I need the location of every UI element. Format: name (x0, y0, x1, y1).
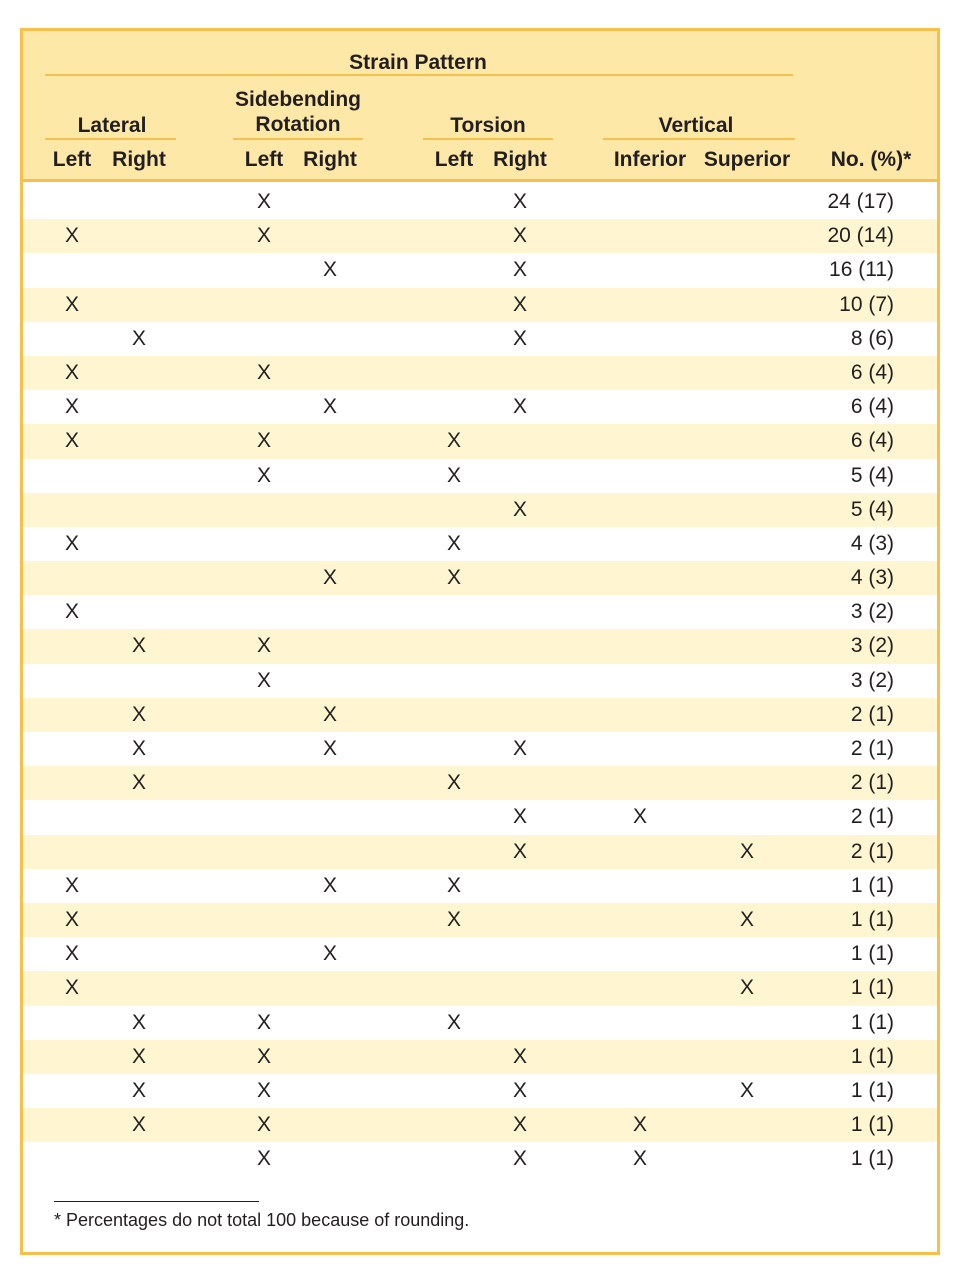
lateral-rule (45, 138, 176, 140)
mark-lateral-left: X (64, 873, 80, 897)
row-count: 1 (1) (850, 976, 894, 1000)
table-row (23, 1040, 937, 1074)
col-lateral-right: Right (112, 148, 166, 171)
mark-sidebending-left: X (256, 360, 272, 384)
mark-lateral-right: X (131, 1044, 147, 1068)
mark-torsion-left: X (446, 1010, 462, 1034)
table-header (23, 31, 937, 180)
mark-vertical-inferior: X (632, 1147, 648, 1171)
table-row (23, 766, 937, 800)
table-row (23, 253, 937, 287)
vertical-rule (603, 138, 795, 140)
table-row (23, 1142, 937, 1176)
table-row (23, 1074, 937, 1108)
mark-sidebending-right: X (322, 737, 338, 760)
table-row (23, 561, 937, 595)
table-row (23, 459, 937, 493)
mark-torsion-left: X (446, 907, 462, 931)
mark-lateral-right: X (131, 634, 147, 658)
mark-lateral-right: X (131, 771, 147, 795)
mark-sidebending-right: X (322, 566, 338, 590)
mark-sidebending-right: X (322, 258, 338, 282)
row-count: 20 (14) (827, 224, 894, 248)
col-vertical-superior: Superior (703, 148, 791, 171)
row-count: 1 (1) (850, 873, 894, 897)
row-count: 2 (1) (850, 771, 894, 795)
row-count: 4 (3) (850, 566, 894, 590)
mark-sidebending-left: X (256, 463, 272, 487)
col-lateral-left: Left (52, 148, 92, 171)
group-lateral: Lateral (77, 114, 147, 137)
mark-lateral-left: X (64, 976, 80, 1000)
mark-torsion-right: X (512, 224, 528, 248)
row-count: 1 (1) (850, 1010, 894, 1034)
mark-vertical-superior: X (739, 907, 755, 931)
strain-pattern-table (20, 28, 940, 1255)
row-count: 1 (1) (850, 1147, 894, 1171)
mark-torsion-left: X (446, 463, 462, 487)
mark-lateral-left: X (64, 292, 80, 316)
row-count: 3 (2) (850, 634, 894, 658)
row-count: 24 (17) (827, 190, 894, 213)
mark-lateral-right: X (131, 737, 147, 760)
table-row (23, 424, 937, 458)
mark-sidebending-right: X (322, 873, 338, 897)
mark-torsion-right: X (512, 1078, 528, 1102)
mark-lateral-left: X (64, 224, 80, 248)
table-row (23, 356, 937, 390)
mark-torsion-right: X (512, 839, 528, 863)
table-row (23, 869, 937, 903)
table-row (23, 732, 937, 766)
mark-lateral-right: X (131, 1010, 147, 1034)
group-torsion: Torsion (450, 114, 526, 137)
torsion-rule (423, 138, 553, 140)
mark-vertical-inferior: X (632, 1113, 648, 1137)
table-row (23, 664, 937, 698)
table-row (23, 937, 937, 971)
table-row (23, 629, 937, 663)
table-row (23, 322, 937, 356)
mark-lateral-left: X (64, 907, 80, 931)
row-count: 2 (1) (850, 839, 894, 863)
mark-sidebending-right: X (322, 702, 338, 726)
row-count: 10 (7) (839, 292, 894, 316)
row-count: 3 (2) (850, 668, 894, 692)
mark-vertical-superior: X (739, 976, 755, 1000)
table-row (23, 800, 937, 834)
row-count: 2 (1) (850, 702, 894, 726)
mark-torsion-right: X (512, 395, 528, 419)
row-count: 4 (3) (850, 531, 894, 555)
group-vertical: Vertical (658, 114, 734, 137)
row-count: 1 (1) (850, 1113, 894, 1137)
mark-torsion-right: X (512, 805, 528, 829)
row-count: 16 (11) (829, 258, 894, 282)
row-count: 8 (6) (850, 326, 894, 350)
row-count: 6 (4) (850, 429, 894, 453)
mark-lateral-left: X (64, 395, 80, 419)
mark-torsion-left: X (446, 873, 462, 897)
mark-lateral-left: X (64, 360, 80, 384)
col-sidebending-right: Right (303, 148, 357, 171)
mark-lateral-left: X (64, 429, 80, 453)
row-count: 2 (1) (850, 737, 894, 760)
strain-pattern-rule (45, 74, 793, 76)
mark-torsion-left: X (446, 429, 462, 453)
row-count: 1 (1) (850, 907, 894, 931)
mark-vertical-superior: X (739, 839, 755, 863)
mark-torsion-right: X (512, 1147, 528, 1171)
mark-torsion-left: X (446, 771, 462, 795)
row-count: 6 (4) (850, 360, 894, 384)
row-count: 6 (4) (850, 395, 894, 419)
row-count: 1 (1) (850, 942, 894, 966)
mark-sidebending-right: X (322, 942, 338, 966)
mark-torsion-left: X (446, 566, 462, 590)
table-row (23, 698, 937, 732)
mark-torsion-right: X (512, 326, 528, 350)
mark-vertical-inferior: X (632, 805, 648, 829)
table-row (23, 527, 937, 561)
sidebending-rule (233, 138, 363, 140)
mark-lateral-left: X (64, 600, 80, 624)
row-count: 1 (1) (850, 1044, 894, 1068)
header-divider (23, 179, 937, 182)
col-torsion-right: Right (493, 148, 547, 171)
mark-torsion-right: X (512, 497, 528, 521)
mark-lateral-left: X (64, 531, 80, 555)
table-row (23, 219, 937, 253)
strain-pattern-heading: Strain Pattern (349, 51, 487, 74)
row-count: 5 (4) (850, 463, 894, 487)
table-row (23, 971, 937, 1005)
mark-lateral-right: X (131, 326, 147, 350)
table-row (23, 1006, 937, 1040)
mark-sidebending-left: X (256, 1044, 272, 1068)
mark-sidebending-left: X (256, 1078, 272, 1102)
table-row (23, 493, 937, 527)
table-row (23, 390, 937, 424)
mark-sidebending-left: X (256, 1010, 272, 1034)
mark-lateral-right: X (131, 702, 147, 726)
mark-lateral-right: X (131, 1113, 147, 1137)
row-count: 5 (4) (850, 497, 894, 521)
footnote-rule (54, 1201, 259, 1202)
col-torsion-left: Left (434, 148, 474, 171)
table-row (23, 835, 937, 869)
col-count: No. (%)* (830, 148, 912, 171)
mark-sidebending-left: X (256, 668, 272, 692)
col-sidebending-left: Left (244, 148, 284, 171)
mark-sidebending-left: X (256, 1113, 272, 1137)
mark-torsion-right: X (512, 1044, 528, 1068)
table-row (23, 903, 937, 937)
mark-torsion-right: X (512, 737, 528, 760)
mark-sidebending-left: X (256, 634, 272, 658)
mark-sidebending-left: X (256, 190, 272, 213)
table-row (23, 595, 937, 629)
mark-torsion-right: X (512, 292, 528, 316)
table-row (23, 185, 937, 219)
mark-lateral-left: X (64, 942, 80, 966)
mark-sidebending-left: X (256, 429, 272, 453)
mark-sidebending-right: X (322, 395, 338, 419)
table-body (23, 185, 937, 1176)
table-row (23, 288, 937, 322)
mark-torsion-right: X (512, 258, 528, 282)
mark-torsion-right: X (512, 1113, 528, 1137)
mark-lateral-right: X (131, 1078, 147, 1102)
mark-sidebending-left: X (256, 1147, 272, 1171)
group-sidebending-rotation: Sidebending Rotation (235, 88, 361, 136)
row-count: 3 (2) (850, 600, 894, 624)
footnote: * Percentages do not total 100 because of rounding. (54, 1210, 470, 1230)
mark-vertical-superior: X (739, 1078, 755, 1102)
mark-sidebending-left: X (256, 224, 272, 248)
mark-torsion-left: X (446, 531, 462, 555)
table-row (23, 1108, 937, 1142)
row-count: 1 (1) (850, 1078, 894, 1102)
row-count: 2 (1) (850, 805, 894, 829)
col-vertical-inferior: Inferior (613, 148, 687, 171)
mark-torsion-right: X (512, 190, 528, 213)
